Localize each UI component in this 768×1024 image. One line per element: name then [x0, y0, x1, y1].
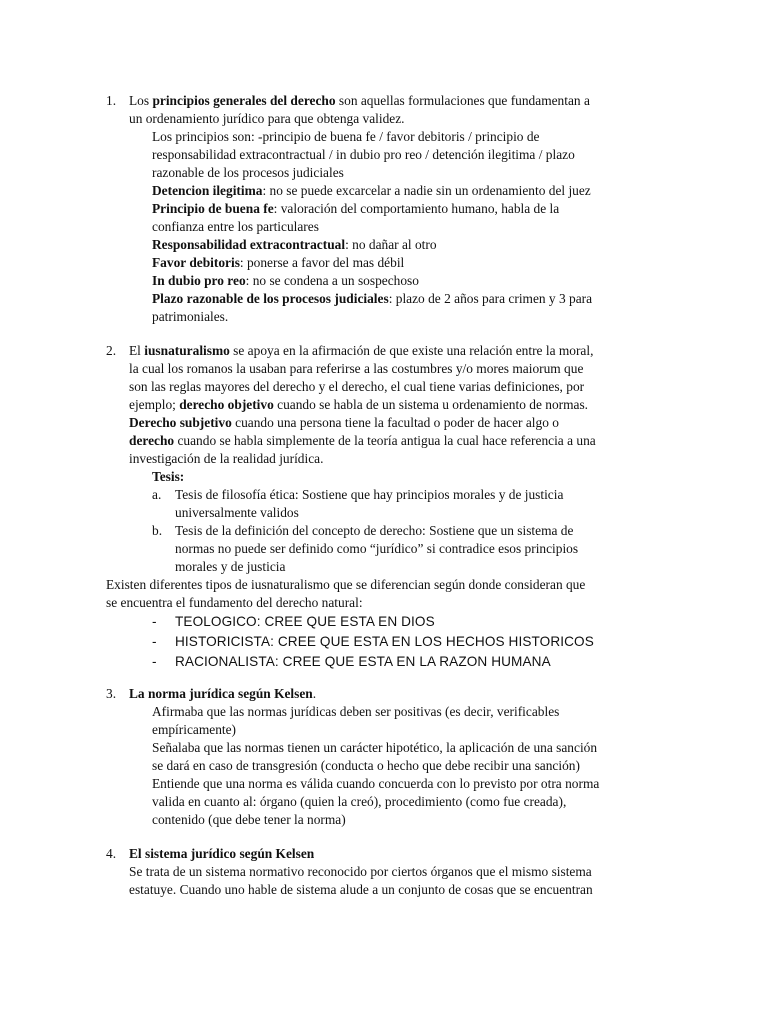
text-line: la cual los romanos la usaban para referirse a las costumbres y/o mores maiorum que	[129, 361, 584, 376]
text-line: son las reglas mayores del derecho y el derecho, el cual tiene varias definiciones, por	[129, 379, 585, 394]
text-line: responsabilidad extracontractual / in dubio pro reo / detención ilegitima / plazo	[152, 147, 575, 162]
list-number: 2.	[106, 343, 117, 358]
list-marker: b.	[152, 523, 163, 538]
text-line: derecho cuando se habla simplemente de la teoría antigua la cual hace referencia a una	[129, 433, 596, 448]
section-4-heading: El sistema jurídico según Kelsen	[129, 846, 315, 861]
text-line: morales y de justicia	[175, 559, 286, 574]
text-line: Existen diferentes tipos de iusnaturalismo que se diferencian según donde consideran que	[106, 577, 586, 592]
text-line: ejemplo; derecho objetivo cuando se habla de un sistema u ordenamiento de normas.	[129, 397, 589, 412]
dash-marker: -	[152, 654, 157, 669]
text-line: patrimoniales.	[152, 309, 229, 324]
bold-term: principios generales del derecho	[152, 93, 336, 108]
text-line: Se trata de un sistema normativo reconocido por ciertos órganos que el mismo sistema	[129, 864, 592, 879]
principle-plazo: Plazo razonable de los procesos judiciales: plazo de 2 años para crimen y 3 para	[152, 291, 593, 306]
text-line: contenido (que debe tener la norma)	[152, 812, 346, 827]
text-line: Entiende que una norma es válida cuando concuerda con lo previsto por otra norma	[152, 776, 600, 791]
type-teologico: TEOLOGICO: CREE QUE ESTA EN DIOS	[175, 614, 435, 629]
text-line: Tesis de filosofía ética: Sostiene que hay principios morales y de justicia	[175, 487, 564, 502]
tesis-heading: Tesis:	[152, 469, 185, 484]
principle-detencion: Detencion ilegitima: no se puede excarcelar a nadie sin un ordenamiento del juez	[152, 183, 591, 198]
text-line: estatuye. Cuando uno hable de sistema alude a un conjunto de cosas que se encuentran	[129, 882, 593, 897]
text-line: razonable de los procesos judiciales	[152, 165, 344, 180]
list-number: 3.	[106, 686, 117, 701]
list-marker: a.	[152, 487, 162, 502]
section-2-heading: El iusnaturalismo se apoya en la afirmación de que existe una relación entre la moral,	[129, 343, 594, 358]
text-line: normas no puede ser definido como “jurídico” si contradice esos principios	[175, 541, 579, 556]
text-line: investigación de la realidad jurídica.	[129, 451, 324, 466]
type-racionalista: RACIONALISTA: CREE QUE ESTA EN LA RAZON HUMANA	[175, 654, 551, 669]
principle-buena-fe: Principio de buena fe: valoración del comportamiento humano, habla de la	[152, 201, 560, 216]
text-line: Tesis de la definición del concepto de derecho: Sostiene que un sistema de	[175, 523, 574, 538]
text-line: Derecho subjetivo cuando una persona tiene la facultad o poder de hacer algo o	[129, 415, 559, 430]
dash-marker: -	[152, 634, 157, 649]
text-line: valida en cuanto al: órgano (quien la creó), procedimiento (como fue creada),	[152, 794, 567, 809]
text-line: universalmente validos	[175, 505, 299, 520]
text-line: Señalaba que las normas tienen un carácter hipotético, la aplicación de una sanción	[152, 740, 598, 755]
list-number: 4.	[106, 846, 117, 861]
text-line: Los principios son: -principio de buena fe / favor debitoris / principio de	[152, 129, 540, 144]
section-1-heading: Los principios generales del derecho son aquellas formulaciones que fundamentan a	[129, 93, 590, 108]
text-line: Afirmaba que las normas jurídicas deben ser positivas (es decir, verificables	[152, 704, 560, 719]
principle-in-dubio: In dubio pro reo: no se condena a un sospechoso	[152, 273, 419, 288]
principle-responsabilidad: Responsabilidad extracontractual: no dañar al otro	[152, 237, 437, 252]
text-line: se dará en caso de transgresión (conducta o hecho que debe recibir una sanción)	[152, 758, 580, 773]
list-number: 1.	[106, 93, 117, 108]
principle-favor-debitoris: Favor debitoris: ponerse a favor del mas débil	[152, 255, 405, 270]
section-3-heading: La norma jurídica según Kelsen.	[129, 686, 317, 701]
text-line: confianza entre los particulares	[152, 219, 319, 234]
dash-marker: -	[152, 614, 157, 629]
text-line: se encuentra el fundamento del derecho natural:	[106, 595, 363, 610]
text-line: un ordenamiento jurídico para que obtenga validez.	[129, 111, 405, 126]
text-line: empíricamente)	[152, 722, 237, 737]
type-historicista: HISTORICISTA: CREE QUE ESTA EN LOS HECHOS HISTORICOS	[175, 634, 594, 649]
